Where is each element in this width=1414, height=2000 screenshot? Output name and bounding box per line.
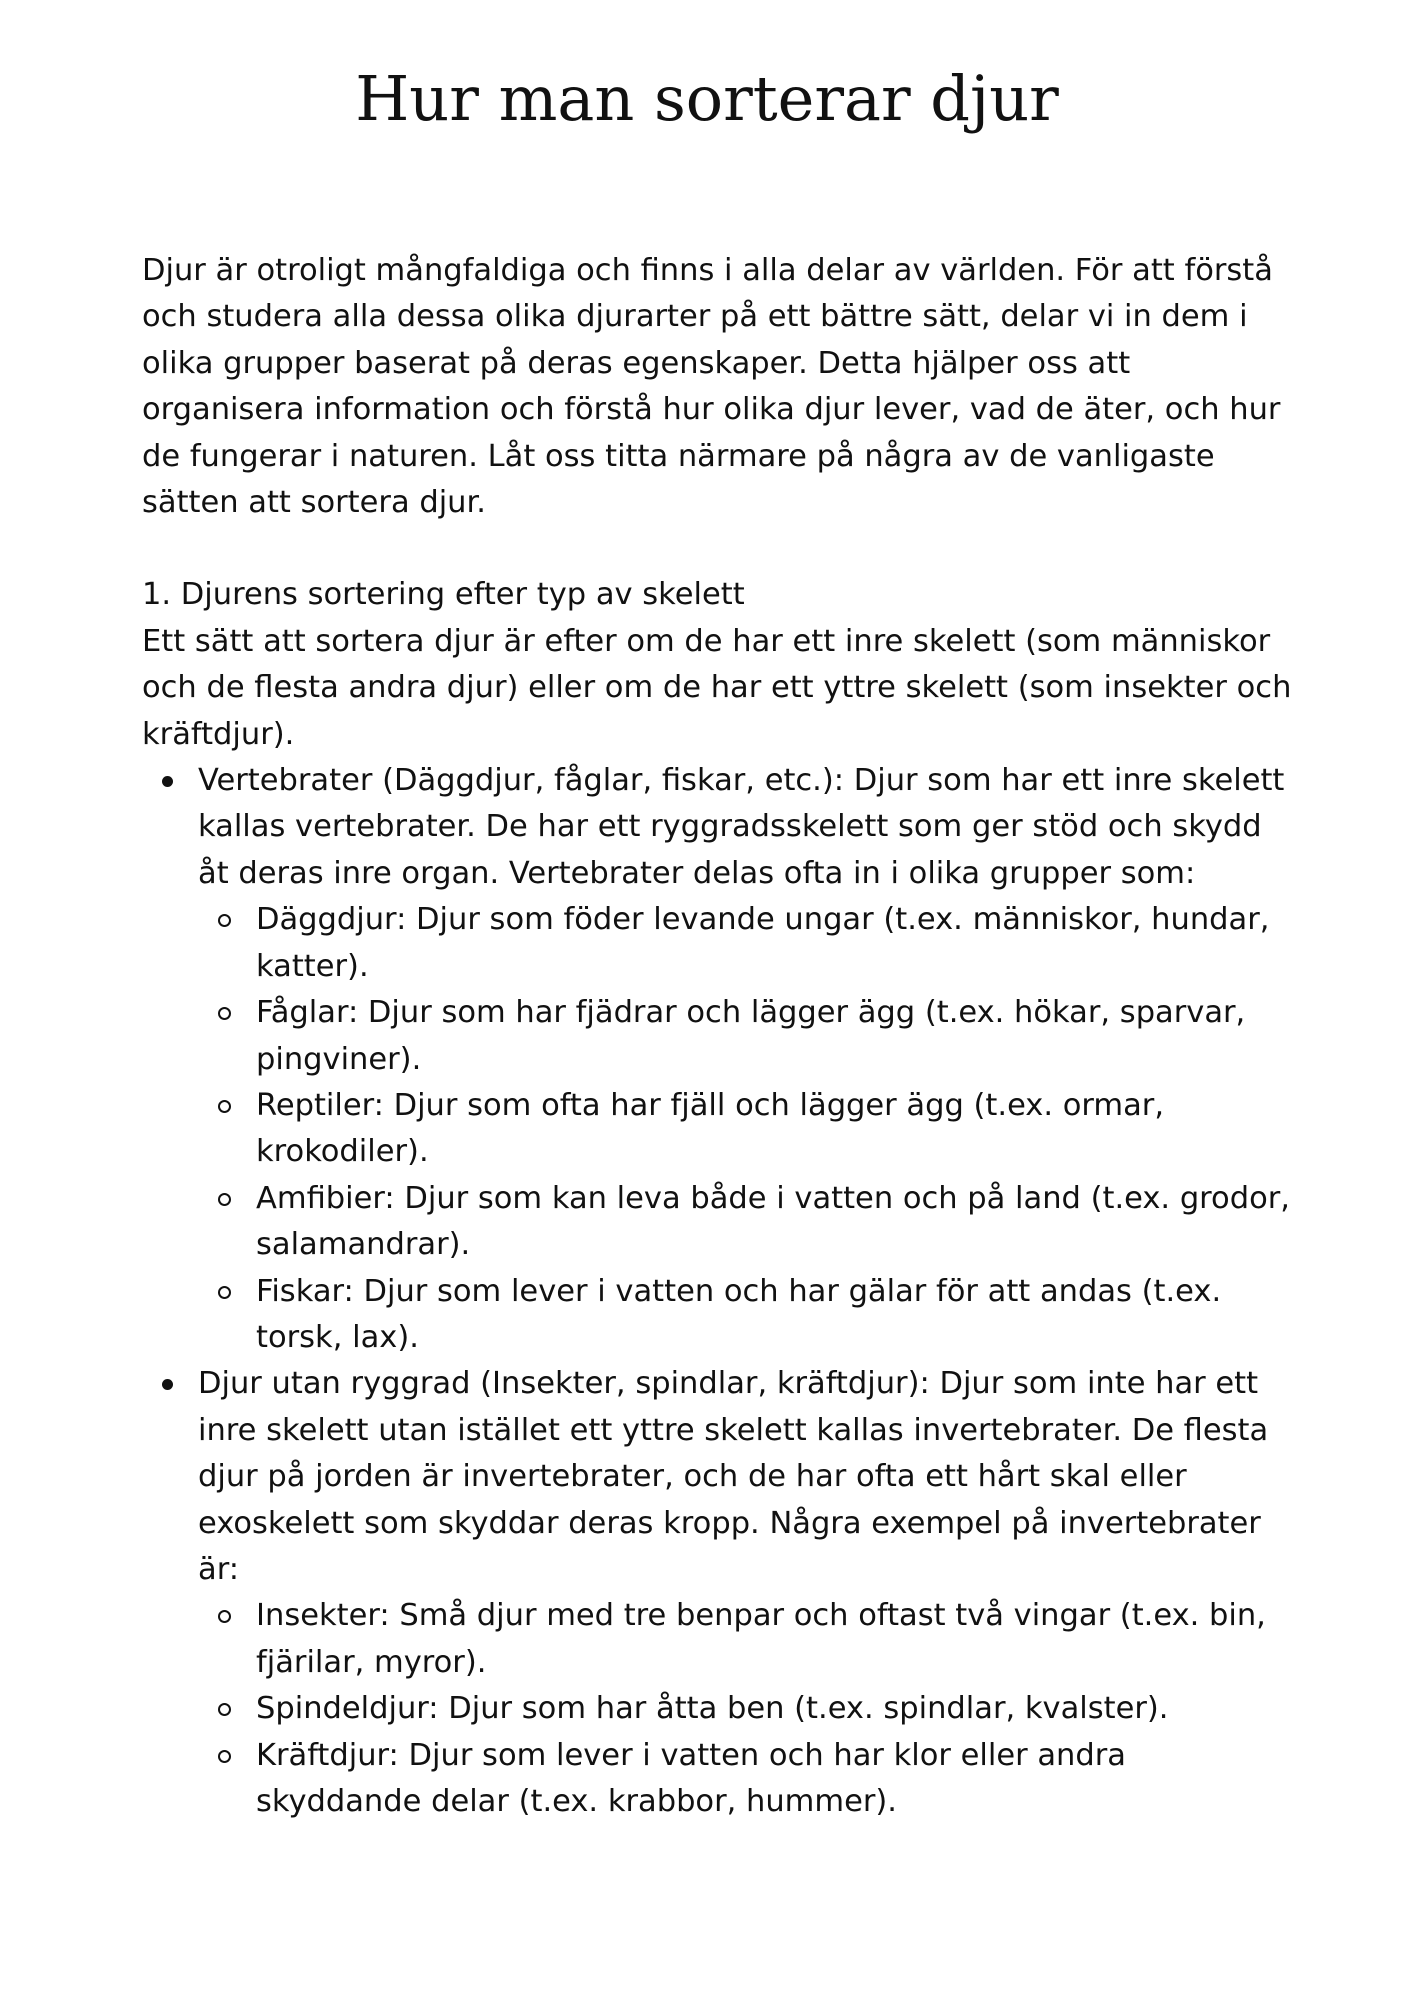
list-item-insects: Insekter: Små djur med tre benpar och oftast två vingar (t.ex. bin, fjärilar, myror). bbox=[256, 1593, 1292, 1686]
list-item-vertebrates bbox=[198, 758, 1292, 1361]
skeleton-type-list bbox=[142, 758, 1292, 1825]
invertebrate-groups-list bbox=[198, 1593, 1292, 1825]
list-item-text: Djur utan ryggrad (Insekter, spindlar, kräftdjur): Djur som inte har ett inre skelett utan istället ett yttre skelett kallas invertebrater. De flesta djur på jorden är invertebrater, och de har ofta ett hårt skal eller exoskelett som skyddar deras kropp. Några exempel på invertebrater är: bbox=[198, 1366, 1269, 1587]
list-item-text: Vertebrater (Däggdjur, fåglar, fiskar, etc.): Djur som har ett inre skelett kallas vertebrater. De har ett ryggradsskelett som ger stöd och skydd åt deras inre organ. Vertebrater delas ofta in i olika grupper som: bbox=[198, 763, 1285, 891]
section-heading: 1. Djurens sortering efter typ av skelett bbox=[142, 577, 745, 613]
list-item-crustaceans: Kräftdjur: Djur som lever i vatten och har klor eller andra skyddande delar (t.ex. krabbor, hummer). bbox=[256, 1733, 1292, 1826]
page-title: Hur man sorterar djur bbox=[355, 62, 1059, 135]
list-item-fish: Fiskar: Djur som lever i vatten och har gälar för att andas (t.ex. torsk, lax). bbox=[256, 1269, 1292, 1362]
list-item-amphibians: Amfibier: Djur som kan leva både i vatten och på land (t.ex. grodor, salamandrar). bbox=[256, 1176, 1292, 1269]
list-item-reptiles: Reptiler: Djur som ofta har fjäll och lägger ägg (t.ex. ormar, krokodiler). bbox=[256, 1083, 1292, 1176]
vertebrate-groups-list bbox=[198, 897, 1292, 1361]
list-item-mammals: Däggdjur: Djur som föder levande ungar (t.ex. människor, hundar, katter). bbox=[256, 897, 1292, 990]
list-item-arachnids: Spindeldjur: Djur som har åtta ben (t.ex. spindlar, kvalster). bbox=[256, 1686, 1292, 1732]
intro-paragraph: Djur är otroligt mångfaldiga och finns i alla delar av världen. För att förstå och studera alla dessa olika djurarter på ett bättre sätt, delar vi in dem i olika grupper baserat på deras egenskaper. Detta hjälper oss att organisera information och förstå hur olika djur lever, vad de äter, och hur de fungerar i naturen. Låt oss titta närmare på några av de vanligaste sätten att sortera djur. bbox=[142, 253, 1281, 521]
document-body bbox=[142, 248, 1292, 1825]
list-item-birds: Fåglar: Djur som har fjädrar och lägger ägg (t.ex. hökar, sparvar, pingviner). bbox=[256, 990, 1292, 1083]
list-item-invertebrates bbox=[198, 1361, 1292, 1825]
section-paragraph: Ett sätt att sortera djur är efter om de har ett inre skelett (som människor och de flesta andra djur) eller om de har ett yttre skelett (som insekter och kräftdjur). bbox=[142, 623, 1292, 752]
